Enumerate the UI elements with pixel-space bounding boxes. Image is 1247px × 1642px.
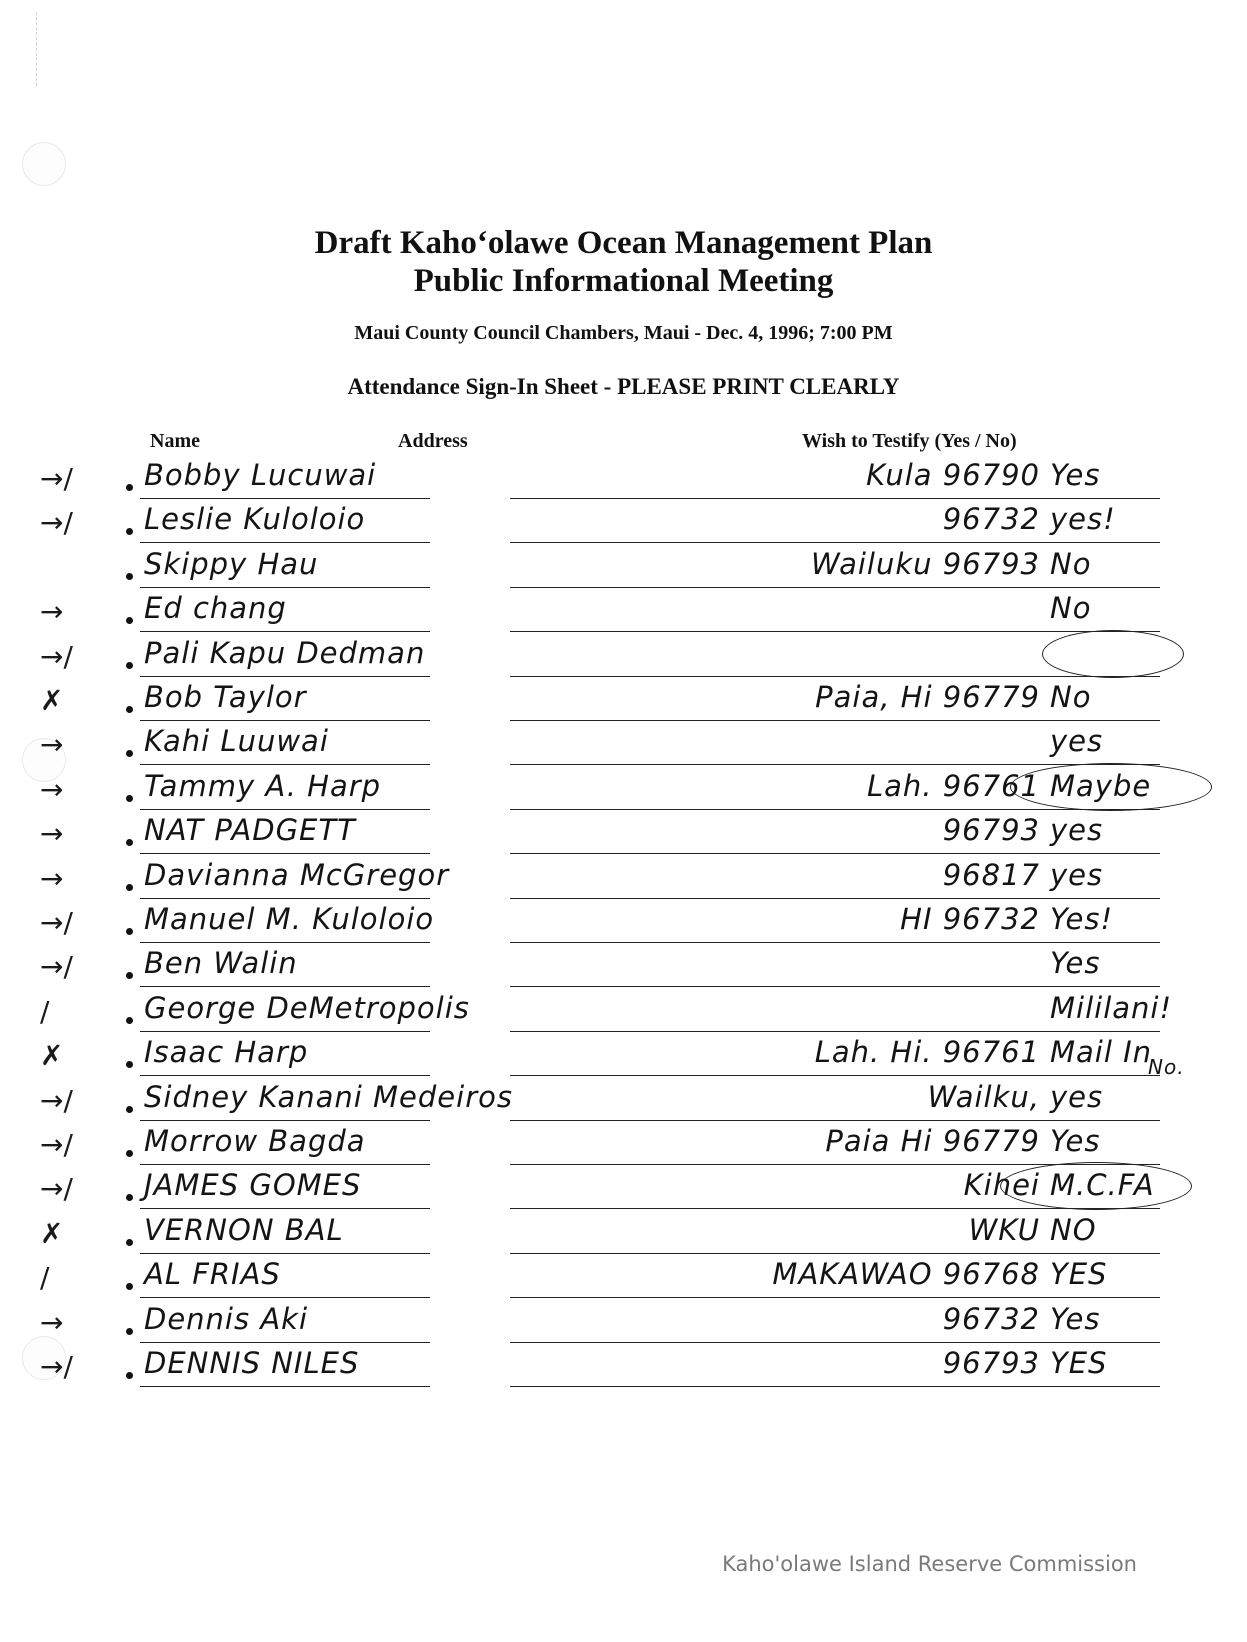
attendee-wish-to-testify: M.C.FA <box>1050 1168 1155 1203</box>
attendee-address: MAKAWAO 96768 <box>772 1257 1040 1292</box>
name-underline <box>140 542 430 543</box>
attendee-wish-to-testify: Yes <box>1050 1301 1101 1336</box>
bullet-dot <box>126 839 133 846</box>
name-underline <box>140 631 430 632</box>
bullet-dot <box>126 972 133 979</box>
title-line-2: Public Informational Meeting <box>413 263 834 299</box>
attendee-name: DENNIS NILES <box>144 1346 360 1380</box>
bullet-dot <box>126 750 133 757</box>
attendee-wish-to-testify: Mail In <box>1050 1035 1153 1070</box>
table-row <box>40 680 1200 726</box>
attendee-wish-to-testify: NO <box>1050 1212 1097 1247</box>
table-row <box>40 458 1200 504</box>
name-underline <box>140 498 430 499</box>
check-mark: →/ <box>40 906 73 939</box>
check-mark: →/ <box>40 639 73 673</box>
table-row <box>40 1346 1200 1392</box>
address-underline <box>510 1386 1160 1387</box>
address-underline <box>510 1253 1160 1254</box>
attendee-address: Paia Hi 96779 <box>825 1124 1040 1158</box>
bullet-dot <box>126 706 133 713</box>
check-mark: →/ <box>40 1350 73 1383</box>
bullet-dot <box>126 1328 133 1335</box>
bullet-dot <box>126 795 133 802</box>
attendee-address: Lah. Hi. 96761 <box>814 1035 1040 1070</box>
attendee-wish-to-testify: Yes <box>1050 1124 1101 1158</box>
attendee-address: 96817 <box>942 857 1040 892</box>
column-header-name: Name <box>150 430 200 452</box>
check-mark: → <box>40 861 64 895</box>
attendee-name: Isaac Harp <box>144 1035 309 1070</box>
meeting-location: Maui County Council Chambers, Maui - Dec. 4, 1996; 7:00 PM <box>354 322 893 344</box>
table-row <box>40 991 1200 1037</box>
title-line-1: Draft Kaho‘olawe Ocean Management Plan <box>314 225 933 261</box>
address-underline <box>510 853 1160 854</box>
attendee-address: 96732 <box>942 502 1040 537</box>
address-underline <box>510 542 1160 543</box>
attendee-address: Wailku, <box>927 1079 1040 1114</box>
check-mark: ✗ <box>40 1039 64 1073</box>
table-row <box>40 1124 1200 1170</box>
attendee-address: Wailuku 96793 <box>811 546 1040 581</box>
attendee-name: Bob Taylor <box>144 680 307 714</box>
bullet-dot <box>126 617 133 624</box>
name-underline <box>140 809 430 810</box>
name-underline <box>140 1342 430 1343</box>
name-underline <box>140 1208 430 1209</box>
attendee-wish-to-testify: Maybe <box>1050 768 1152 803</box>
punch-hole-top <box>22 142 66 186</box>
name-underline <box>140 587 430 588</box>
check-mark: →/ <box>40 462 73 495</box>
bullet-dot <box>126 662 133 669</box>
bullet-dot <box>126 1239 133 1246</box>
attendee-name: Morrow Bagda <box>144 1124 366 1158</box>
table-row <box>40 591 1200 637</box>
table-row <box>40 1213 1200 1259</box>
attendee-name: Skippy Hau <box>144 546 319 581</box>
bullet-dot <box>126 928 133 935</box>
address-underline <box>510 1031 1160 1032</box>
address-underline <box>510 1297 1160 1298</box>
attendee-wish-to-testify: YES <box>1050 1346 1108 1380</box>
table-row <box>40 1257 1200 1303</box>
name-underline <box>140 1386 430 1387</box>
check-mark: →/ <box>40 950 73 984</box>
address-underline <box>510 986 1160 987</box>
bullet-dot <box>126 1061 133 1068</box>
attendee-address: HI 96732 <box>900 902 1040 936</box>
bullet-dot <box>126 1194 133 1201</box>
attendee-wish-to-testify: yes <box>1050 1079 1104 1114</box>
attendee-address: 96732 <box>942 1301 1040 1336</box>
name-underline <box>140 942 430 943</box>
address-underline <box>510 587 1160 588</box>
table-row <box>40 902 1200 948</box>
margin-note: No. <box>1148 1055 1185 1079</box>
address-underline <box>510 1342 1160 1343</box>
check-mark: → <box>40 728 64 762</box>
paper-edge-mark <box>36 12 39 86</box>
attendee-wish-to-testify: No <box>1050 680 1092 714</box>
attendee-name: Dennis Aki <box>144 1301 309 1336</box>
bullet-dot <box>126 1372 133 1379</box>
table-row <box>40 1035 1200 1081</box>
attendee-address: 96793 <box>942 1346 1040 1380</box>
table-row <box>40 946 1200 992</box>
attendee-name: Pali Kapu Dedman <box>144 635 426 670</box>
hand-drawn-circle <box>1042 630 1184 678</box>
attendee-name: NAT PADGETT <box>144 813 356 848</box>
check-mark: →/ <box>40 1083 73 1117</box>
attendee-name: AL FRIAS <box>144 1257 281 1292</box>
attendee-name: Leslie Kuloloio <box>144 502 366 537</box>
check-mark: →/ <box>40 506 73 540</box>
attendee-name: JAMES GOMES <box>144 1168 362 1203</box>
address-underline <box>510 942 1160 943</box>
name-underline <box>140 986 430 987</box>
hand-drawn-circle <box>1010 763 1212 811</box>
attendee-wish-to-testify: yes <box>1050 724 1104 759</box>
attendee-wish-to-testify: yes! <box>1050 502 1116 537</box>
table-row <box>40 547 1200 593</box>
attendee-address: Lah. 96761 <box>867 768 1040 803</box>
sheet-instructions: Attendance Sign-In Sheet - PLEASE PRINT CLEARLY <box>347 374 900 399</box>
check-mark: → <box>40 772 64 806</box>
attendee-address: WKU <box>968 1212 1040 1247</box>
attendee-wish-to-testify: Yes <box>1050 458 1101 492</box>
table-row <box>40 636 1200 682</box>
attendee-name: Sidney Kanani Medeiros <box>144 1079 513 1114</box>
attendee-address: Kihei <box>963 1168 1040 1203</box>
attendee-address: Kula 96790 <box>866 458 1040 492</box>
table-row <box>40 1302 1200 1348</box>
attendee-wish-to-testify: Yes! <box>1050 902 1114 936</box>
bullet-dot <box>126 1106 133 1113</box>
attendee-wish-to-testify: No <box>1050 591 1092 626</box>
attendee-name: Kahi Luuwai <box>144 724 329 759</box>
attendee-name: VERNON BAL <box>144 1212 344 1247</box>
name-underline <box>140 1164 430 1165</box>
address-underline <box>510 720 1160 721</box>
attendee-wish-to-testify: yes <box>1050 813 1104 848</box>
name-underline <box>140 1297 430 1298</box>
name-underline <box>140 764 430 765</box>
address-underline <box>510 1120 1160 1121</box>
attendee-name: Ed chang <box>144 591 287 626</box>
check-mark: →/ <box>40 1172 73 1206</box>
bullet-dot <box>126 1017 133 1024</box>
check-mark: → <box>40 817 64 851</box>
table-row <box>40 813 1200 859</box>
table-row <box>40 502 1200 548</box>
address-underline <box>510 676 1160 677</box>
attendee-address: 96793 <box>942 813 1040 848</box>
check-mark: → <box>40 1305 64 1339</box>
address-underline <box>510 1075 1160 1076</box>
name-underline <box>140 1075 430 1076</box>
name-underline <box>140 720 430 721</box>
address-underline <box>510 898 1160 899</box>
check-mark: → <box>40 595 64 629</box>
address-underline <box>510 809 1160 810</box>
bullet-dot <box>126 573 133 580</box>
name-underline <box>140 1120 430 1121</box>
attendee-name: Ben Walin <box>144 946 298 981</box>
attendee-wish-to-testify: Mililani! <box>1050 990 1173 1025</box>
name-underline <box>140 676 430 677</box>
name-underline <box>140 898 430 899</box>
attendee-wish-to-testify: No <box>1050 546 1092 581</box>
check-mark: / <box>40 1261 50 1295</box>
attendee-name: Davianna McGregor <box>144 857 450 892</box>
name-underline <box>140 1031 430 1032</box>
bullet-dot <box>126 484 133 491</box>
attendee-address: Paia, Hi 96779 <box>815 680 1040 714</box>
address-underline <box>510 631 1160 632</box>
check-mark: / <box>40 994 50 1028</box>
bullet-dot <box>126 1283 133 1290</box>
document-title <box>0 224 1247 300</box>
table-row <box>40 724 1200 770</box>
check-mark: →/ <box>40 1128 73 1161</box>
bullet-dot <box>126 528 133 535</box>
bullet-dot <box>126 1150 133 1157</box>
table-row <box>40 858 1200 904</box>
name-underline <box>140 1253 430 1254</box>
table-row <box>40 1080 1200 1126</box>
name-underline <box>140 853 430 854</box>
check-mark: ✗ <box>40 684 64 717</box>
column-header-address: Address <box>398 430 468 452</box>
footer-watermark: Kaho'olawe Island Reserve Commission <box>722 1552 1137 1576</box>
bullet-dot <box>126 884 133 891</box>
attendee-name: Tammy A. Harp <box>144 768 382 803</box>
address-underline <box>510 498 1160 499</box>
attendee-wish-to-testify: YES <box>1050 1257 1108 1292</box>
check-mark: ✗ <box>40 1216 64 1250</box>
attendee-name: Bobby Lucuwai <box>144 458 377 492</box>
attendee-name: George DeMetropolis <box>144 990 470 1025</box>
attendee-wish-to-testify: yes <box>1050 857 1104 892</box>
attendee-wish-to-testify: Yes <box>1050 946 1101 981</box>
column-header-wish: Wish to Testify (Yes / No) <box>802 430 1017 452</box>
attendee-name: Manuel M. Kuloloio <box>144 902 435 936</box>
